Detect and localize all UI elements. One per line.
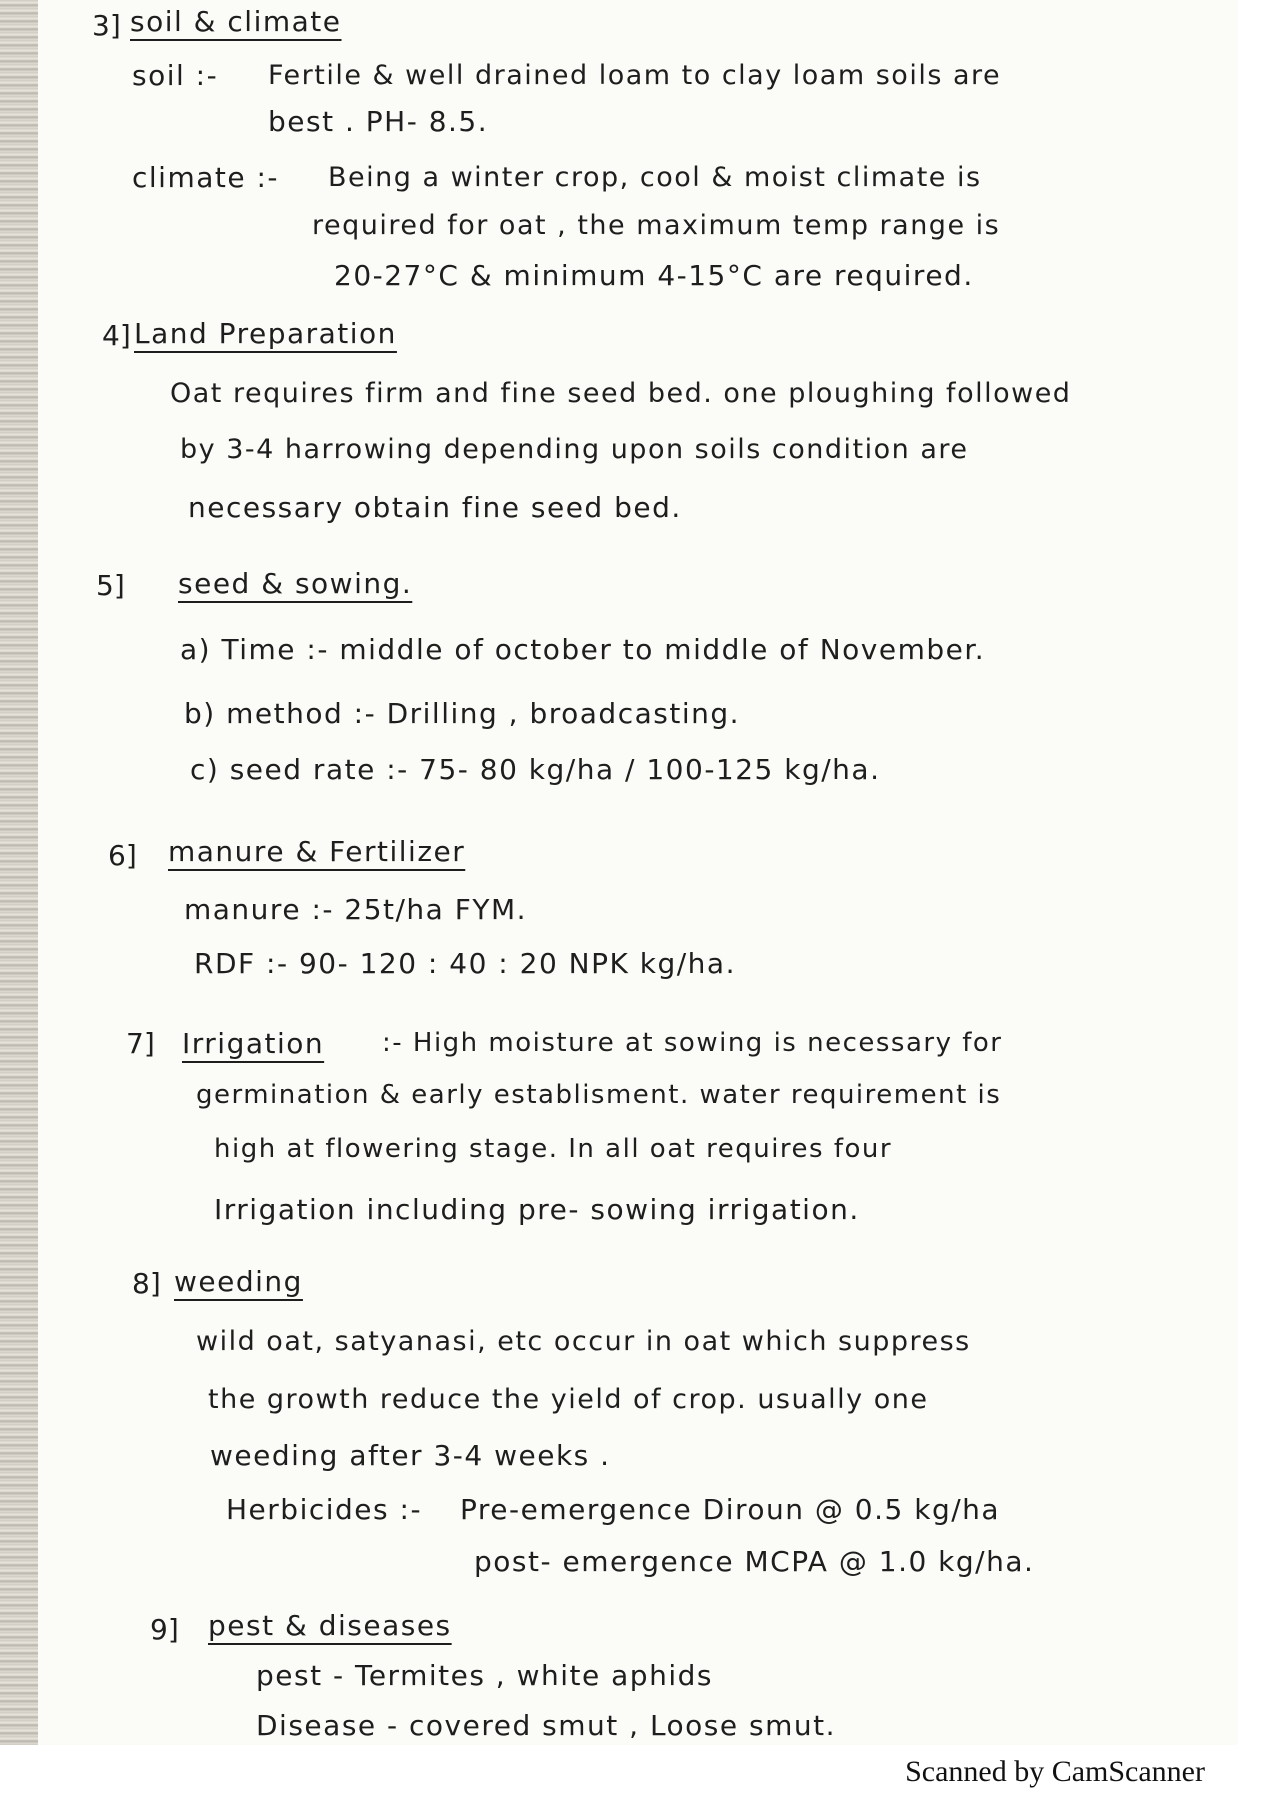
- soil-text-line: best . PH- 8.5.: [268, 105, 489, 138]
- soil-text-line: Fertile & well drained loam to clay loam soils are: [268, 60, 1002, 91]
- paper-edge: [0, 0, 38, 1745]
- section-heading-weeding: weeding: [174, 1265, 303, 1298]
- sowing-time: a) Time :- middle of october to middle of November.: [180, 633, 986, 666]
- section-heading-soil-climate: soil & climate: [130, 5, 342, 38]
- pest-text: pest - Termites , white aphids: [256, 1659, 713, 1692]
- section-heading-pest-diseases: pest & diseases: [208, 1609, 452, 1642]
- section-number: 5]: [96, 569, 125, 602]
- climate-label: climate :-: [132, 161, 280, 194]
- section-number: 4]: [102, 319, 131, 352]
- irrigation-text-line: :- High moisture at sowing is necessary for: [382, 1028, 1003, 1058]
- section-number: 3]: [92, 9, 121, 42]
- section-heading-land-preparation: Land Preparation: [134, 317, 397, 350]
- climate-text-line: Being a winter crop, cool & moist climate is: [328, 162, 982, 193]
- section-number: 7]: [126, 1027, 155, 1060]
- section-heading-irrigation: Irrigation: [182, 1027, 325, 1060]
- irrigation-text-line: Irrigation including pre- sowing irrigation.: [214, 1193, 860, 1226]
- rdf-text: RDF :- 90- 120 : 40 : 20 NPK kg/ha.: [194, 947, 736, 980]
- section-number: 6]: [108, 839, 137, 872]
- soil-label: soil :-: [132, 59, 219, 92]
- section-heading-manure-fertilizer: manure & Fertilizer: [168, 835, 466, 868]
- herbicides-label: Herbicides :-: [226, 1493, 423, 1526]
- climate-text-line: required for oat , the maximum temp range is: [312, 210, 1001, 241]
- camscanner-watermark: Scanned by CamScanner: [905, 1755, 1205, 1788]
- land-preparation-text-line: by 3-4 harrowing depending upon soils condition are: [180, 434, 969, 465]
- seed-rate: c) seed rate :- 75- 80 kg/ha / 100-125 kg/ha.: [190, 753, 881, 786]
- irrigation-text-line: germination & early establisment. water requirement is: [196, 1080, 1002, 1110]
- manure-text: manure :- 25t/ha FYM.: [184, 893, 527, 926]
- disease-text: Disease - covered smut , Loose smut.: [256, 1709, 837, 1742]
- weeding-text-line: the growth reduce the yield of crop. usually one: [208, 1384, 929, 1415]
- climate-text-line: 20-27°C & minimum 4-15°C are required.: [334, 259, 974, 292]
- sowing-method: b) method :- Drilling , broadcasting.: [184, 697, 741, 730]
- weeding-text-line: wild oat, satyanasi, etc occur in oat which suppress: [196, 1326, 971, 1357]
- weeding-text-line: weeding after 3-4 weeks .: [210, 1439, 611, 1472]
- herbicide-post-emergence: post- emergence MCPA @ 1.0 kg/ha.: [474, 1545, 1035, 1578]
- section-number: 9]: [150, 1613, 179, 1646]
- land-preparation-text-line: necessary obtain fine seed bed.: [188, 491, 682, 524]
- section-number: 8]: [132, 1267, 161, 1300]
- irrigation-text-line: high at flowering stage. In all oat requires four: [214, 1134, 893, 1164]
- herbicide-pre-emergence: Pre-emergence Diroun @ 0.5 kg/ha: [460, 1493, 1001, 1526]
- land-preparation-text-line: Oat requires firm and fine seed bed. one ploughing followed: [170, 378, 1072, 409]
- section-heading-seed-sowing: seed & sowing.: [178, 567, 413, 600]
